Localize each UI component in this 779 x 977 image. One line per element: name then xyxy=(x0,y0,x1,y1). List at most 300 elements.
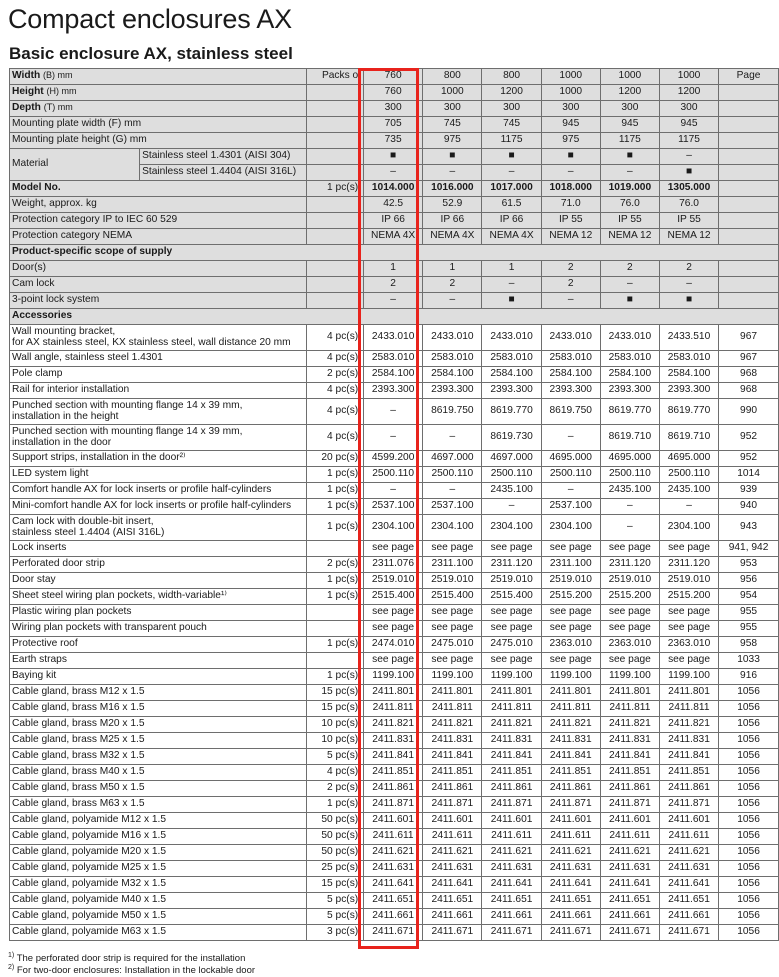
empty-cell xyxy=(719,101,779,117)
accessory-row xyxy=(10,861,779,877)
accessory-part-number: 2515.400 xyxy=(482,589,541,605)
accessory-part-number: 2411.601 xyxy=(659,813,718,829)
height-cell: 1200 xyxy=(659,85,718,101)
accessory-label: Wiring plan pockets with transparent pouch xyxy=(10,621,307,637)
supply-value-cell: 2 xyxy=(541,261,600,277)
accessory-qty xyxy=(306,605,363,621)
model-row xyxy=(10,181,779,197)
accessory-part-number: 8619.710 xyxy=(659,425,718,451)
accessory-part-number: 2435.100 xyxy=(659,483,718,499)
accessory-qty: 2 pc(s). xyxy=(306,781,363,797)
accessory-qty: 5 pc(s). xyxy=(306,893,363,909)
accessory-part-number: 2393.300 xyxy=(541,383,600,399)
accessory-part-number: 2411.821 xyxy=(600,717,659,733)
accessory-row xyxy=(10,781,779,797)
supply-value-cell: 2 xyxy=(541,277,600,293)
accessory-label: Plastic wiring plan pockets xyxy=(10,605,307,621)
accessory-part-number: 2411.861 xyxy=(600,781,659,797)
accessory-part-number: 2475.010 xyxy=(482,637,541,653)
accessory-part-number: see page xyxy=(364,621,423,637)
supply-row-label: 3-point lock system xyxy=(10,293,307,309)
nema-cell: NEMA 12 xyxy=(659,229,718,245)
accessory-qty: 50 pc(s). xyxy=(306,813,363,829)
accessory-page: 1056 xyxy=(719,797,779,813)
accessory-qty: 1 pc(s). xyxy=(306,483,363,499)
accessory-part-number: 8619.770 xyxy=(482,399,541,425)
accessory-part-number: 1199.100 xyxy=(659,669,718,685)
accessory-part-number: 2411.611 xyxy=(541,829,600,845)
accessory-qty: 4 pc(s). xyxy=(306,325,363,351)
accessory-page: 967 xyxy=(719,325,779,351)
model-number: 1017.000 xyxy=(490,182,533,194)
accessory-label: Cable gland, brass M16 x 1.5 xyxy=(10,701,307,717)
page-title: Compact enclosures AX xyxy=(8,4,292,34)
ip-label: Protection category IP to IEC 60 529 xyxy=(10,213,307,229)
accessory-part-number: 2515.200 xyxy=(600,589,659,605)
supply-value-cell: – xyxy=(364,293,423,309)
accessory-label: Cable gland, polyamide M12 x 1.5 xyxy=(10,813,307,829)
height-label-text: Height xyxy=(12,86,44,98)
width-cell: 800 xyxy=(482,69,541,85)
model-number: 1019.000 xyxy=(608,182,652,194)
depth-cell: 300 xyxy=(600,101,659,117)
accessory-page: 1056 xyxy=(719,733,779,749)
accessory-part-number: 1199.100 xyxy=(541,669,600,685)
accessory-part-number: 2411.871 xyxy=(600,797,659,813)
material-b-cell: – xyxy=(541,165,600,181)
accessory-part-number: 2411.661 xyxy=(659,909,718,925)
packs-of-label: Packs of xyxy=(306,69,363,85)
empty-cell xyxy=(719,149,779,165)
accessory-part-number: see page xyxy=(482,541,541,557)
width-cell: 1000 xyxy=(659,69,718,85)
accessory-part-number: 2411.631 xyxy=(600,861,659,877)
accessory-row xyxy=(10,541,779,557)
accessory-qty: 20 pc(s). xyxy=(306,451,363,467)
accessory-part-number: 2411.861 xyxy=(482,781,541,797)
accessory-label: Cable gland, brass M40 x 1.5 xyxy=(10,765,307,781)
accessory-page: 1056 xyxy=(719,861,779,877)
accessory-part-number: 2411.671 xyxy=(659,925,718,941)
accessory-part-number: 2411.661 xyxy=(364,909,423,925)
height-cell: 1200 xyxy=(600,85,659,101)
accessory-page: 958 xyxy=(719,637,779,653)
accessory-row xyxy=(10,499,779,515)
accessory-label: Sheet steel wiring plan pockets, width-variable¹⁾ xyxy=(10,589,307,605)
height-row xyxy=(10,85,779,101)
nema-row xyxy=(10,229,779,245)
accessory-part-number: 2411.661 xyxy=(482,909,541,925)
accessory-page: 1056 xyxy=(719,877,779,893)
depth-cell: 300 xyxy=(423,101,482,117)
accessory-part-number: 2411.871 xyxy=(541,797,600,813)
accessory-page: 916 xyxy=(719,669,779,685)
accessory-part-number: 2411.641 xyxy=(659,877,718,893)
accessory-qty: 4 pc(s). xyxy=(306,425,363,451)
accessory-part-number: 2311.076 xyxy=(364,557,423,573)
accessory-label: Door stay xyxy=(10,573,307,589)
accessory-label: Cable gland, polyamide M16 x 1.5 xyxy=(10,829,307,845)
accessory-part-number: 2411.601 xyxy=(423,813,482,829)
height-cell: 760 xyxy=(364,85,423,101)
accessory-part-number: 2411.651 xyxy=(541,893,600,909)
accessory-part-number: 2537.100 xyxy=(541,499,600,515)
accessory-part-number: 2411.851 xyxy=(423,765,482,781)
accessory-part-number: 2411.801 xyxy=(423,685,482,701)
accessory-part-number: 2411.621 xyxy=(541,845,600,861)
empty-cell xyxy=(719,293,779,309)
supply-value-cell: 2 xyxy=(423,277,482,293)
accessory-part-number: 2363.010 xyxy=(659,637,718,653)
accessory-part-number: see page xyxy=(600,621,659,637)
accessory-label: Lock inserts xyxy=(10,541,307,557)
accessory-part-number: 4695.000 xyxy=(659,451,718,467)
model-label-text: Model No. xyxy=(12,182,61,194)
accessory-qty: 4 pc(s). xyxy=(306,765,363,781)
material-a-row xyxy=(10,149,779,165)
model-qty: 1 pc(s). xyxy=(306,181,363,197)
mp-height-label: Mounting plate height (G) mm xyxy=(10,133,307,149)
accessory-part-number: 2363.010 xyxy=(541,637,600,653)
accessory-part-number: 2515.200 xyxy=(659,589,718,605)
accessory-label: Protective roof xyxy=(10,637,307,653)
supply-value-cell: 1 xyxy=(482,261,541,277)
supply-value-cell: 2 xyxy=(659,261,718,277)
material-a-label: Stainless steel 1.4301 (AISI 304) xyxy=(140,149,307,165)
accessory-page: 1056 xyxy=(719,701,779,717)
accessory-part-number: 2411.601 xyxy=(364,813,423,829)
accessory-row xyxy=(10,399,779,425)
accessory-page: 952 xyxy=(719,425,779,451)
accessory-part-number: see page xyxy=(541,653,600,669)
accessory-page: 1056 xyxy=(719,781,779,797)
model-number: 1018.000 xyxy=(549,182,592,194)
accessory-part-number: see page xyxy=(600,653,659,669)
nema-cell: NEMA 4X xyxy=(423,229,482,245)
empty-cell xyxy=(719,85,779,101)
width-cell: 760 xyxy=(364,69,423,85)
accessory-part-number: see page xyxy=(659,541,718,557)
empty-cell xyxy=(719,229,779,245)
accessory-part-number: see page xyxy=(600,605,659,621)
accessory-label: Earth straps xyxy=(10,653,307,669)
accessory-part-number: 2411.631 xyxy=(659,861,718,877)
accessory-part-number: 2411.671 xyxy=(482,925,541,941)
supply-value-cell: – xyxy=(659,277,718,293)
accessory-page: 1056 xyxy=(719,893,779,909)
empty-cell xyxy=(306,229,363,245)
footnote-1: $^{1)}$ The perforated door strip is required for the installation xyxy=(8,952,246,965)
mp-width-cell: 705 xyxy=(364,117,423,133)
footnote-2: $^{2)}$ For two-door enclosures: Installation in the lockable door xyxy=(8,964,256,977)
model-number: 1014.000 xyxy=(371,182,415,194)
accessory-part-number: 2519.010 xyxy=(423,573,482,589)
model-number: 1305.000 xyxy=(667,182,711,194)
accessory-part-number: 8619.730 xyxy=(482,425,541,451)
accessory-part-number: 2411.841 xyxy=(541,749,600,765)
accessory-qty: 15 pc(s). xyxy=(306,685,363,701)
accessory-part-number: 2519.010 xyxy=(659,573,718,589)
material-a-cell: ■ xyxy=(423,149,482,165)
accessory-part-number: 2304.100 xyxy=(659,515,718,541)
accessory-label: Cable gland, polyamide M63 x 1.5 xyxy=(10,925,307,941)
accessory-page: 1014 xyxy=(719,467,779,483)
accessory-part-number: 2537.100 xyxy=(423,499,482,515)
empty-cell xyxy=(719,277,779,293)
ip-cell: IP 66 xyxy=(423,213,482,229)
accessory-part-number: 2433.010 xyxy=(364,325,423,351)
accessory-row xyxy=(10,701,779,717)
accessory-row xyxy=(10,573,779,589)
accessory-page: 1056 xyxy=(719,749,779,765)
supply-value-cell: 2 xyxy=(364,277,423,293)
accessory-row xyxy=(10,845,779,861)
nema-cell: NEMA 12 xyxy=(600,229,659,245)
accessory-qty: 4 pc(s). xyxy=(306,351,363,367)
accessory-part-number: – xyxy=(364,483,423,499)
accessory-label: Punched section with mounting flange 14 x 39 mm, installation in the height xyxy=(10,399,307,425)
accessory-page: 952 xyxy=(719,451,779,467)
accessory-part-number: 2411.801 xyxy=(364,685,423,701)
accessory-part-number: 2519.010 xyxy=(600,573,659,589)
accessory-part-number: 2515.200 xyxy=(541,589,600,605)
accessory-page: 956 xyxy=(719,573,779,589)
accessory-qty: 50 pc(s). xyxy=(306,829,363,845)
accessory-part-number: 2411.601 xyxy=(600,813,659,829)
accessory-row xyxy=(10,685,779,701)
accessory-part-number: 2411.801 xyxy=(600,685,659,701)
accessory-part-number: 2411.601 xyxy=(482,813,541,829)
accessory-part-number: 2433.010 xyxy=(423,325,482,351)
accessory-part-number: 2411.651 xyxy=(423,893,482,909)
accessory-part-number: 2411.671 xyxy=(600,925,659,941)
accessory-label: Cable gland, brass M63 x 1.5 xyxy=(10,797,307,813)
empty-cell xyxy=(719,181,779,197)
empty-cell xyxy=(719,165,779,181)
accessory-part-number: 2411.841 xyxy=(659,749,718,765)
accessory-part-number: 2411.651 xyxy=(482,893,541,909)
accessory-part-number: 2583.010 xyxy=(659,351,718,367)
accessory-part-number: see page xyxy=(659,621,718,637)
empty-cell xyxy=(306,197,363,213)
accessory-label: Baying kit xyxy=(10,669,307,685)
accessory-label: Cable gland, brass M25 x 1.5 xyxy=(10,733,307,749)
empty-cell xyxy=(306,101,363,117)
accessory-qty: 1 pc(s). xyxy=(306,669,363,685)
accessory-page: 1056 xyxy=(719,685,779,701)
accessory-part-number: 2411.841 xyxy=(423,749,482,765)
accessory-part-number: – xyxy=(659,499,718,515)
accessory-page: 967 xyxy=(719,351,779,367)
mp-width-cell: 945 xyxy=(600,117,659,133)
supply-value-cell: – xyxy=(482,277,541,293)
accessory-qty: 1 pc(s). xyxy=(306,467,363,483)
accessory-page: 1056 xyxy=(719,829,779,845)
mp-height-cell: 975 xyxy=(423,133,482,149)
accessory-part-number: 2519.010 xyxy=(541,573,600,589)
accessory-label: Wall angle, stainless steel 1.4301 xyxy=(10,351,307,367)
accessory-part-number: 2583.010 xyxy=(600,351,659,367)
nema-cell: NEMA 4X xyxy=(364,229,423,245)
empty-cell xyxy=(306,85,363,101)
accessory-part-number: 2411.821 xyxy=(482,717,541,733)
accessory-row xyxy=(10,749,779,765)
accessory-part-number: 2411.821 xyxy=(659,717,718,733)
spec-table xyxy=(9,68,779,941)
accessory-qty: 1 pc(s). xyxy=(306,573,363,589)
accessory-qty: 10 pc(s). xyxy=(306,733,363,749)
accessory-page: 943 xyxy=(719,515,779,541)
accessory-page: 953 xyxy=(719,557,779,573)
accessory-part-number: 2363.010 xyxy=(600,637,659,653)
mp-height-cell: 735 xyxy=(364,133,423,149)
depth-label-unit: (T) mm xyxy=(43,102,73,113)
accessory-part-number: 2500.110 xyxy=(364,467,423,483)
accessory-part-number: 2411.631 xyxy=(482,861,541,877)
accessory-page: 1056 xyxy=(719,765,779,781)
weight-cell: 61.5 xyxy=(482,197,541,213)
accessory-row xyxy=(10,925,779,941)
empty-cell xyxy=(306,277,363,293)
accessory-part-number: 2411.621 xyxy=(659,845,718,861)
accessory-part-number: 2500.110 xyxy=(423,467,482,483)
accessory-part-number: 2411.861 xyxy=(541,781,600,797)
accessory-part-number: 2411.831 xyxy=(423,733,482,749)
empty-cell xyxy=(306,149,363,165)
accessory-part-number: 4695.000 xyxy=(541,451,600,467)
accessory-part-number: 2304.100 xyxy=(482,515,541,541)
accessory-part-number: see page xyxy=(482,653,541,669)
accessory-part-number: 2411.661 xyxy=(541,909,600,925)
nema-label: Protection category NEMA xyxy=(10,229,307,245)
weight-cell: 52.9 xyxy=(423,197,482,213)
accessory-row xyxy=(10,425,779,451)
accessory-page: 990 xyxy=(719,399,779,425)
accessory-part-number: 2311.120 xyxy=(600,557,659,573)
accessory-row xyxy=(10,765,779,781)
accessory-part-number: 2411.871 xyxy=(482,797,541,813)
weight-label: Weight, approx. kg xyxy=(10,197,307,213)
supply-heading-row xyxy=(10,245,779,261)
accessory-part-number: 2411.871 xyxy=(423,797,482,813)
supply-row-label: Cam lock xyxy=(10,277,307,293)
accessory-part-number: 2311.100 xyxy=(541,557,600,573)
accessory-part-number: 2411.661 xyxy=(600,909,659,925)
ip-cell: IP 66 xyxy=(364,213,423,229)
accessory-part-number: 2411.841 xyxy=(600,749,659,765)
accessory-part-number: 2411.871 xyxy=(659,797,718,813)
model-cell xyxy=(659,181,718,197)
accessory-row xyxy=(10,877,779,893)
accessory-part-number: – xyxy=(541,425,600,451)
mp-height-cell: 975 xyxy=(541,133,600,149)
accessory-part-number: 2411.851 xyxy=(364,765,423,781)
accessory-part-number: 2411.841 xyxy=(482,749,541,765)
accessory-part-number: 2411.611 xyxy=(659,829,718,845)
accessory-part-number: 2311.120 xyxy=(659,557,718,573)
weight-cell: 42.5 xyxy=(364,197,423,213)
accessory-part-number: see page xyxy=(541,621,600,637)
accessory-part-number: 2411.621 xyxy=(600,845,659,861)
accessory-part-number: 4599.200 xyxy=(364,451,423,467)
accessory-part-number: 2519.010 xyxy=(482,573,541,589)
accessory-label: Comfort handle AX for lock inserts or profile half-cylinders xyxy=(10,483,307,499)
accessory-part-number: 2411.831 xyxy=(482,733,541,749)
accessory-part-number: 2411.621 xyxy=(423,845,482,861)
material-a-cell: ■ xyxy=(541,149,600,165)
accessory-qty xyxy=(306,653,363,669)
mp-height-cell: 1175 xyxy=(600,133,659,149)
accessory-part-number: 2411.621 xyxy=(364,845,423,861)
supply-row xyxy=(10,277,779,293)
accessory-row xyxy=(10,717,779,733)
accessory-label: Rail for interior installation xyxy=(10,383,307,399)
accessory-row xyxy=(10,669,779,685)
supply-value-cell: 1 xyxy=(423,261,482,277)
supply-value-cell: ■ xyxy=(600,293,659,309)
supply-row xyxy=(10,293,779,309)
accessory-row xyxy=(10,797,779,813)
supply-heading: Product-specific scope of supply xyxy=(10,245,779,261)
supply-value-cell: – xyxy=(541,293,600,309)
accessory-label: Pole clamp xyxy=(10,367,307,383)
accessory-qty: 4 pc(s). xyxy=(306,399,363,425)
empty-cell xyxy=(719,213,779,229)
accessory-part-number: see page xyxy=(482,621,541,637)
accessory-row xyxy=(10,909,779,925)
accessory-page: 1056 xyxy=(719,909,779,925)
accessory-page: 968 xyxy=(719,383,779,399)
empty-cell xyxy=(719,133,779,149)
empty-cell xyxy=(719,117,779,133)
mp-width-cell: 745 xyxy=(423,117,482,133)
accessory-part-number: 1199.100 xyxy=(423,669,482,685)
accessory-part-number: 2411.631 xyxy=(423,861,482,877)
width-cell: 1000 xyxy=(541,69,600,85)
accessory-part-number: 2411.851 xyxy=(600,765,659,781)
mp-height-cell: 1175 xyxy=(659,133,718,149)
empty-cell xyxy=(306,165,363,181)
depth-cell: 300 xyxy=(364,101,423,117)
accessory-part-number: 1199.100 xyxy=(364,669,423,685)
accessory-part-number: – xyxy=(541,483,600,499)
accessory-part-number: 8619.770 xyxy=(600,399,659,425)
accessory-part-number: 2411.651 xyxy=(659,893,718,909)
model-cell xyxy=(482,181,541,197)
accessory-row xyxy=(10,351,779,367)
accessory-part-number: see page xyxy=(541,541,600,557)
width-label xyxy=(10,69,307,85)
model-cell xyxy=(600,181,659,197)
supply-row xyxy=(10,261,779,277)
accessory-qty xyxy=(306,621,363,637)
accessory-part-number: 4697.000 xyxy=(482,451,541,467)
ip-cell: IP 55 xyxy=(600,213,659,229)
mp-width-row xyxy=(10,117,779,133)
supply-value-cell: – xyxy=(423,293,482,309)
accessory-part-number: 2411.611 xyxy=(482,829,541,845)
accessory-part-number: 2411.851 xyxy=(482,765,541,781)
depth-label xyxy=(10,101,307,117)
accessory-part-number: 2411.811 xyxy=(600,701,659,717)
accessory-part-number: 2411.831 xyxy=(541,733,600,749)
accessory-part-number: – xyxy=(600,499,659,515)
accessory-part-number: – xyxy=(600,515,659,541)
accessory-part-number: 2411.641 xyxy=(600,877,659,893)
accessory-qty: 3 pc(s). xyxy=(306,925,363,941)
ip-row xyxy=(10,213,779,229)
accessory-part-number: 2411.671 xyxy=(541,925,600,941)
